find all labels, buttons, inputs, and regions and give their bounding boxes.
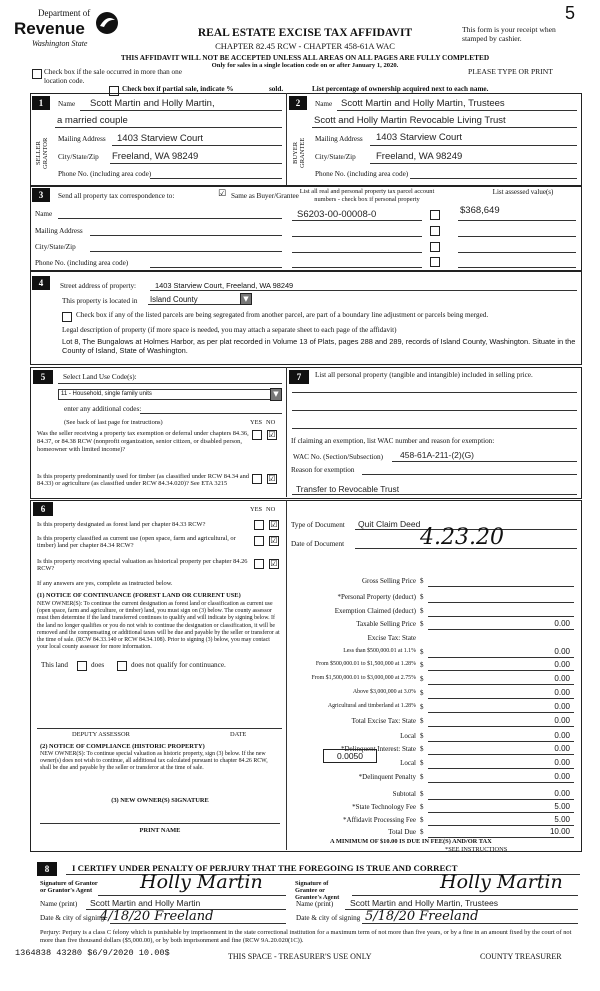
section-5-number: 5	[33, 370, 53, 384]
form-title: REAL ESTATE EXCISE TAX AFFIDAVIT	[197, 27, 413, 39]
receipt-note: This form is your receipt when stamped by cashier.	[462, 25, 556, 43]
certify-statement: I CERTIFY UNDER PENALTY OF PERJURY THAT THE FOREGOING IS TRUE AND CORRECT	[72, 863, 458, 873]
dollar-sign: $	[420, 816, 424, 824]
dollar-sign: $	[420, 607, 424, 615]
minimum-due-note: A MINIMUM OF $10.00 IS DUE IN FEE(S) AND/OR TAX	[330, 838, 492, 845]
sold-label: sold.	[269, 85, 284, 93]
dollar-sign: $	[420, 745, 424, 753]
partial-sale-label: Check box if partial sale, indicate %	[122, 85, 234, 93]
same-as-buyer-label: Same as Buyer/Grantee	[231, 192, 299, 200]
s6-q3-yes[interactable]	[254, 559, 264, 569]
personal-property-checkbox-1[interactable]	[430, 210, 440, 220]
grantee-print-name[interactable]: Scott Martin and Holly Martin, Trustees	[350, 898, 499, 908]
s6-q1-no[interactable]: ☑	[270, 520, 278, 529]
personal-property-checkbox-2[interactable]	[430, 226, 440, 236]
tax-row-value[interactable]: 0.00	[554, 772, 570, 781]
dept-line3: Washington State	[32, 39, 88, 48]
warning-text: THIS AFFIDAVIT WILL NOT BE ACCEPTED UNLESS ALL AREAS ON ALL PAGES ARE FULLY COMPLETED	[120, 53, 490, 62]
personal-property-checkbox-3[interactable]	[430, 242, 440, 252]
tax-row-value[interactable]: 0.00	[554, 758, 570, 767]
tax-row-value[interactable]: 0.00	[554, 688, 570, 697]
legal-description[interactable]: Lot 8, The Bungalows at Holmes Harbor, as per plat recorded in Volume 13 of Plats, pages 288 and 289, records of Island County, Washington. Situate in the County of Island, State of Washington.	[62, 337, 576, 356]
send-correspondence-label: Send all property tax correspondence to:	[58, 192, 175, 200]
land-does-not-checkbox[interactable]	[117, 661, 127, 671]
grantee-date-city[interactable]: 5/18/20 Freeland	[365, 909, 479, 924]
notice-continuance-body: NEW OWNER(S): To continue the current designation as forest land or classification as current use (open space, farm and agriculture, or timber) land, you must sign on (3) below. The county assessor must then determine if the land transferred continues to qualify and will indicate by signing below. If the land no longer qualifies or you do not wish to continue the designation or classification, it will be removed and the compensating or additional taxes will be due and payable by the seller or transferor at the time of sale. (RCW 84.33.140 or RCW 84.34.108). Prior to signing (3) below, you may contact your local county assessor for more information.	[37, 601, 280, 651]
multi-location-checkbox[interactable]	[32, 69, 42, 79]
tax-row-label: Agricultural and timberland at 1.28%	[327, 703, 416, 709]
s6-q1-yes[interactable]	[254, 520, 264, 530]
grantor-signature[interactable]: Holly Martin	[140, 871, 263, 893]
dollar-sign: $	[420, 828, 424, 836]
land-use-select[interactable]: 11 - Household, single family units	[58, 389, 274, 400]
tax-row-label: Local	[400, 732, 416, 740]
tax-row-label: Total Due	[388, 828, 416, 836]
local-rate-box[interactable]: 0.0050	[323, 749, 377, 763]
dollar-sign: $	[420, 620, 424, 628]
street-label: Street address of property:	[60, 282, 137, 290]
dollar-sign: $	[420, 803, 424, 811]
parcel-number[interactable]: S6203-00-00008-0	[297, 209, 377, 220]
treasurer-space-label: THIS SPACE - TREASURER'S USE ONLY	[228, 952, 372, 961]
seller-side-label: SELLER GRANTOR	[35, 137, 49, 169]
county-select[interactable]: Island County	[150, 295, 198, 304]
county-dropdown-icon[interactable]: ▼	[240, 293, 252, 305]
tax-row-value[interactable]: 0.00	[554, 660, 570, 669]
s6-q2-no[interactable]: ☑	[270, 536, 278, 545]
exemption-reason[interactable]: Transfer to Revocable Trust	[296, 484, 400, 494]
dollar-sign: $	[420, 577, 424, 585]
tax-row-label: Exemption Claimed (deduct)	[334, 607, 416, 615]
document-date[interactable]: 4.23.20	[420, 525, 504, 550]
legal-desc-label: Legal description of property (if more space is needed, you may attach a separate sheet to each page of the affidavit)	[62, 326, 397, 334]
section-7-number: 7	[289, 370, 309, 384]
section-2-number: 2	[289, 96, 307, 110]
tax-row-label: Local	[400, 759, 416, 767]
buyer-address[interactable]: 1403 Starview Court	[376, 132, 463, 143]
tax-row-label: Above $3,000,000 at 3.0%	[352, 689, 416, 695]
land-use-label: Select Land Use Code(s):	[63, 373, 137, 381]
ownership-note: List percentage of ownership acquired next to each name.	[312, 85, 489, 93]
affidavit-page: Department of Revenue Washington State REAL ESTATE EXCISE TAX AFFIDAVIT CHAPTER 82.45 RCW - CHAPTER 458-61A WAC THIS AFFIDAVIT WILL NOT BE ACCEPTED UNLESS ALL AREAS ON ALL PAGES ARE FULLY COMPLETED Only for sales in a single location code on or after January 1, 2020. This form is your receipt when stamped by cashier. 5 PLEASE TYPE OR PRINT Check box if the sale occurred in more than one location code. Check box if partial sale, indicate % sold. List percentage of ownership acquired next to each name. 1 SELLER GRANTOR Name Scott Martin and Holly Martin, a married couple Mailing Address 1403 Starview Court City/State/Zip Freeland, WA 98249 Phone No. (including area code) 2 BUYER GRANTEE Name Scott Martin and Holly Martin, Trustees Scott and Holly Martin Revocable Living Trust Mailing Address 1403 Starview Court City/State/Zip Freeland, WA 98249 Phone No. (including area code) 3 Send all property tax correspondence to: ☑ Same as Buyer/Grantee List all real and personal property tax parcel account numbers - check box if personal property List assessed value(s) Name Mailing Address City/State/Zip Phone No. (including area code) S6203-00-00008-0 $368,649 4 Street address of property: 1403 Starview Court, Freeland, WA 98249 This property is located in Island County ▼ Check box if any of the listed parcels are being segregated from another parcel, are part of a boundary line adjustment or parcels being merged. Legal description of property (if more space is needed, you may attach a separate sheet to each page of the affidavit) Lot 8, The Bungalows at Holmes Harbor, as per plat recorded in Volume 13 of Plats, pages 288 and 289, records of Island County, Washington. Situate in the County of Island, State of Washington. 5 Select Land Use Code(s): 11 - Household, single family units ▼ enter any additional codes: (See back of last page for instructions) YES NO Was the seller receiving a property tax exemption or deferral under chapters 84.36, 84.37, or 84.38 RCW (nonprofit organization, senior citizen, or disabled person, homeowner with limited income)? ☑ Is this property predominantly used for timber (as classified under RCW 84.34 and 84.33) or agriculture (as classified under RCW 84.34.020)? See ETA 3215 ☑ 7 List all personal property (tangible and intangible) included in selling price. If claiming an exemption, list WAC number and reason for exemption: WAC No. (Section/Subsection) 458-61A-211-(2)(G) Reason for exemption Transfer to Revocable Trust 6 YES NO Is this property designated as forest land per chapter 84.33 RCW? ☑ Is this property classified as current use (open space, farm and agricultural, or timber) land per chapter 84.34 RCW? ☑ Is this property receiving special valuation as historical property per chapter 84.26 RCW? ☑ If any answers are yes, complete as instructed below. (1) NOTICE OF CONTINUANCE (FOREST LAND OR CURRENT USE) NEW OWNER(S): To continue the current designation as forest land or classification as current use (open space, farm and agriculture, or timber) land, you must sign on (3) below. The county assessor must then determine if the land transferred continues to qualify and will indicate by signing below. If the land no longer qualifies or you do not wish to continue the designation or classification, it will be removed and the compensating or additional taxes will be due and payable by the seller or transferor at the time of sale. (RCW 84.33.140 or RCW 84.34.108). Prior to signing (3) below, you may contact your local county assessor for more information. This land does does not qualify for continuance. DEPUTY ASSESSOR DATE (2) NOTICE OF COMPLIANCE (HISTORIC PROPERTY) NEW OWNER(S): To continue special valuation as historic property, sign (3) below. If the new owner(s) does not wish to continue, all additional tax calculated pursuant to chapter 84.26 RCW, shall be due and payable by the seller or transferor at the time of sale. (3) NEW OWNER(S) SIGNATURE PRINT NAME Type of Document Quit Claim Deed Date of Document 4.23.20 Gross Selling Price $ *Personal Property (deduct) $ Exemption Claimed (deduct) $ Taxable Selling Price $ 0.00 Excise Tax: State Less than $500,000.01 at 1.1% $ 0.00 From $500,000.01 to $1,500,000 at 1.28% $ 0.00 From $1,500,000.01 to $3,000,000 at 2.75% $ 0.00 Above $3,000,000 at 3.0% $ 0.00 Agricultural and timberland at 1.28% $ 0.00 Total Excise Tax: State $ 0.00 Local $ 0.00 *Delinquent Interest: State $ 0.00 Local $ 0.00 *Delinquent Penalty $ 0.00 Subtotal $ 0.00 *State Technology Fee $ 5.00 *Affidavit Processing Fee $ 5.00 Total Due $ 10.00 0.0050 A MINIMUM OF $10.00 IS DUE IN FEE(S) AND/OR TAX *SEE INSTRUCTIONS 8 I CERTIFY UNDER PENALTY OF PERJURY THAT THE FOREGOING IS TRUE AND CORRECT Signature of Grantor or Grantor's Agent Holly Martin Name (print) Scott Martin and Holly Martin Date & city of signing 4/18/20 Freeland Signature of Grantee or Grantee's Agent Holly Martin Name (print) Scott Martin and Holly Martin, Trustees Date & city of signing 5/18/20 Freeland Perjury: Perjury is a class C felony which is punishable by imprisonment in the state correctional institution for a maximum term of not more than five years, or by a fine in an amount fixed by the court of not more than five thousand dollars ($5,000.00), or by both imprisonment and fine (RCW 9A.20.020(1C)). 1364838 43280 $6/9/2020 10.00$ THIS SPACE - TREASURER'S USE ONLY COUNTY TREASURER	[0, 0, 600, 991]
tax-row-label: *Delinquent Penalty	[358, 773, 416, 781]
seller-name[interactable]: Scott Martin and Holly Martin,	[90, 98, 215, 109]
section6-q1: Is this property designated as forest land per chapter 84.33 RCW?	[37, 521, 206, 528]
segregated-checkbox[interactable]	[62, 312, 72, 322]
document-type[interactable]: Quit Claim Deed	[358, 519, 421, 529]
section5-q2: Is this property predominantly used for timber (as classified under RCW 84.34 and 84.33) or agriculture (as classified under RCW 84.34.020)? See ETA 3215	[37, 473, 249, 488]
tax-row-label: Total Excise Tax: State	[351, 717, 416, 725]
multi-location-label: Check box if the sale occurred in more than one location code.	[44, 68, 182, 85]
county-treasurer-label: COUNTY TREASURER	[480, 952, 562, 961]
s6-q3-no[interactable]: ☑	[270, 559, 278, 568]
wac-number[interactable]: 458-61A-211-(2)(G)	[400, 450, 475, 460]
dollar-sign: $	[420, 703, 424, 711]
s5-q2-yes[interactable]	[252, 474, 262, 484]
property-street[interactable]: 1403 Starview Court, Freeland, WA 98249	[155, 281, 294, 290]
s5-q2-no[interactable]: ☑	[268, 474, 276, 483]
notice-compliance-body: NEW OWNER(S): To continue special valuation as historic property, sign (3) below. If the new owner(s) does not wish to continue, all additional tax calculated pursuant to chapter 84.26 RCW, shall be due and payable by the seller or transferor at the time of sale.	[40, 751, 268, 772]
new-owner-signature-label: (3) NEW OWNER(S) SIGNATURE	[111, 797, 209, 804]
dor-swirl-icon	[94, 10, 120, 36]
land-use-dropdown-icon[interactable]: ▼	[270, 388, 282, 401]
seller-address[interactable]: 1403 Starview Court	[117, 133, 204, 144]
dollar-sign: $	[420, 759, 424, 767]
dollar-sign: $	[420, 675, 424, 683]
notice-continuance-title: (1) NOTICE OF CONTINUANCE (FOREST LAND OR CURRENT USE)	[37, 592, 241, 599]
section-3-number: 3	[32, 188, 50, 202]
tax-row-label: *Delinquent Interest: State	[340, 745, 416, 753]
dollar-sign: $	[420, 717, 424, 725]
s5-q1-yes[interactable]	[252, 430, 262, 440]
same-as-buyer-checkbox[interactable]: ☑	[218, 189, 227, 199]
tax-row-value[interactable]: 0.00	[554, 731, 570, 740]
assessed-header: List assessed value(s)	[492, 188, 554, 196]
section6-q2: Is this property classified as current use (open space, farm and agricultural, or timber) land per chapter 84.34 RCW?	[37, 535, 236, 550]
dollar-sign: $	[420, 648, 424, 656]
perjury-notice: Perjury: Perjury is a class C felony which is punishable by imprisonment in the state correctional institution for a maximum term of not more than five years, or by a fine in an amount fixed by the court of not more than five thousand dollars ($5,000.00), or by both imprisonment and fine (RCW 9A.20.020(1C)).	[40, 929, 572, 944]
tax-row-label: Taxable Selling Price	[356, 620, 416, 628]
tax-row-value[interactable]: 0.00	[554, 674, 570, 683]
exemption-label: If claiming an exemption, list WAC number and reason for exemption:	[291, 437, 495, 445]
grantor-print-name[interactable]: Scott Martin and Holly Martin	[90, 898, 201, 908]
grantee-signature[interactable]: Holly Martin	[440, 871, 563, 893]
section-4-number: 4	[32, 276, 50, 290]
grantor-date-city[interactable]: 4/18/20 Freeland	[100, 909, 214, 924]
tax-row-value[interactable]: 0.00	[554, 647, 570, 656]
buyer-name[interactable]: Scott Martin and Holly Martin, Trustees	[341, 98, 505, 109]
parcel-header: List all real and personal property tax parcel account numbers - check box if personal property	[299, 188, 435, 203]
dollar-sign: $	[420, 773, 424, 781]
tax-row-label: From $1,500,000.01 to $3,000,000 at 2.75%	[311, 675, 416, 681]
tax-row-value[interactable]: 0.00	[554, 716, 570, 725]
type-or-print: PLEASE TYPE OR PRINT	[468, 67, 553, 76]
dollar-sign: $	[420, 732, 424, 740]
form-subtitle: CHAPTER 82.45 RCW - CHAPTER 458-61A WAC	[215, 41, 395, 51]
dept-line1: Department of	[38, 8, 91, 18]
section5-q1: Was the seller receiving a property tax exemption or deferral under chapters 84.36, 84.37, or 84.38 RCW (nonprofit organization, senior citizen, or disabled person, homeowner with limited income)?	[37, 430, 249, 453]
tax-row-value[interactable]: 0.00	[554, 702, 570, 711]
personal-property-checkbox-4[interactable]	[430, 257, 440, 267]
section6-q3: Is this property receiving special valuation as historical property per chapter 84.26 RCW?	[37, 558, 248, 573]
tax-row-value[interactable]: 5.00	[554, 815, 570, 824]
buyer-name-2[interactable]: Scott and Holly Martin Revocable Living Trust	[314, 115, 506, 126]
buyer-side-label: BUYER GRANTEE	[292, 137, 306, 169]
tax-row-value[interactable]: 0.00	[554, 789, 570, 798]
s6-q2-yes[interactable]	[254, 536, 264, 546]
dollar-sign: $	[420, 790, 424, 798]
tax-row-label: *State Technology Fee	[352, 803, 416, 811]
only-for-text: Only for sales in a single location code on or after January 1, 2020.	[211, 62, 399, 69]
tax-row-label: *Affidavit Processing Fee	[343, 816, 416, 824]
tax-row-label: From $500,000.01 to $1,500,000 at 1.28%	[315, 661, 416, 667]
tax-row-value[interactable]: 5.00	[554, 802, 570, 811]
segregated-label: Check box if any of the listed parcels are being segregated from another parcel, are part of a boundary line adjustment or parcels being merged.	[76, 311, 489, 319]
cashier-stamp: 1364838 43280 $6/9/2020 10.00$	[15, 948, 170, 958]
tax-row-label: Less than $500,000.01 at 1.1%	[343, 648, 416, 654]
dollar-sign: $	[420, 661, 424, 669]
dor-logo	[10, 6, 120, 56]
seller-city[interactable]: Freeland, WA 98249	[112, 151, 199, 162]
section-8-number: 8	[37, 862, 57, 876]
s5-q1-no[interactable]: ☑	[268, 430, 276, 439]
tax-row-label: *Personal Property (deduct)	[337, 593, 416, 601]
corner-mark: 5	[565, 3, 576, 23]
personal-property-label: List all personal property (tangible and intangible) included in selling price.	[315, 371, 533, 379]
tax-row-label: Subtotal	[392, 790, 416, 798]
dollar-sign: $	[420, 689, 424, 697]
tax-row-value[interactable]: 10.00	[549, 827, 570, 836]
buyer-city[interactable]: Freeland, WA 98249	[376, 151, 463, 162]
tax-row-label: Excise Tax: State	[367, 634, 416, 642]
tax-row-label: Gross Selling Price	[361, 577, 416, 585]
section-6-number: 6	[33, 502, 53, 516]
tax-row-value[interactable]: 0.00	[554, 744, 570, 753]
dollar-sign: $	[420, 593, 424, 601]
section-1-number: 1	[32, 96, 50, 110]
notice-compliance-title: (2) NOTICE OF COMPLIANCE (HISTORIC PROPERTY)	[40, 743, 205, 750]
dept-line2: Revenue	[14, 19, 85, 38]
assessed-value[interactable]: $368,649	[460, 205, 500, 216]
land-does-checkbox[interactable]	[77, 661, 87, 671]
seller-name-2[interactable]: a married couple	[57, 115, 128, 126]
tax-row-value[interactable]: 0.00	[554, 619, 570, 628]
